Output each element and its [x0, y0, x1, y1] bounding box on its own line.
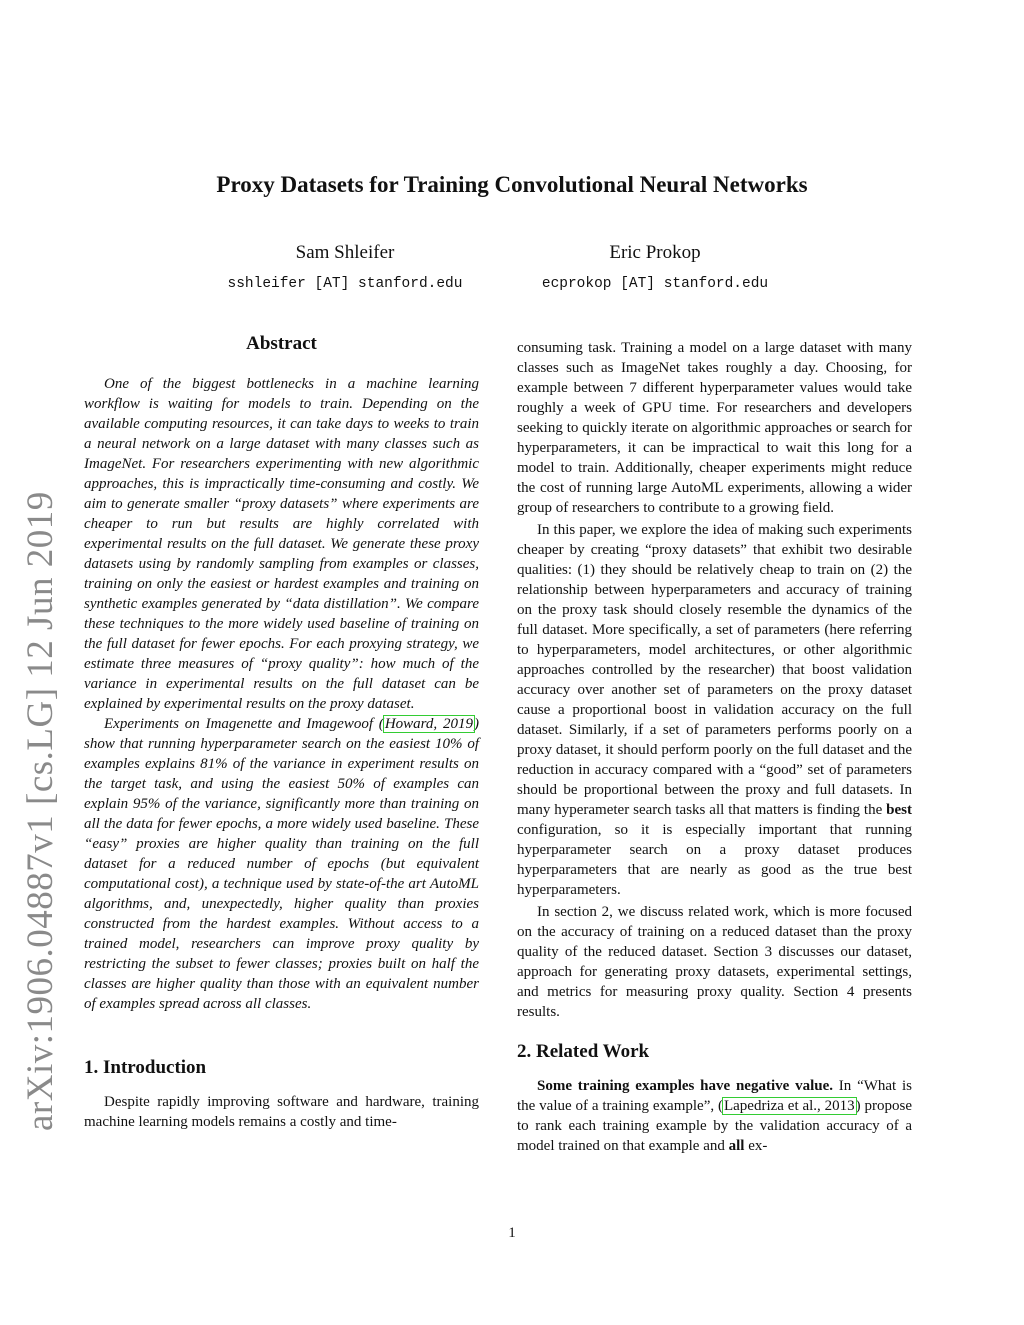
abstract	[84, 334, 479, 1014]
author-name: Sam Shleifer	[295, 242, 395, 263]
right-column	[517, 338, 912, 1156]
section-heading-introduction: 1. Introduction	[84, 1057, 207, 1078]
abstract-paragraph: Experiments on Imagenette and Imagewoof (Howard, 2019) show that running hyperparameter search on the easiest 10% of examples explains 81% of the variance in experiment results on the target task, and using the easiest 50% of examples can explain 95% of the variance, significantly more than training on all the data for fewer epochs, a more widely used baseline. These “easy” proxies are higher quality than training on the full dataset for a reduced number of epochs (but equivalent computational cost), a technique used by state-of-the art AutoML algorithms, and, unexpectedly, higher quality than proxies constructed from the hardest examples. Without access to a trained model, researchers can improve proxy quality by restricting the subset to fewer classes; proxies built on half the classes are higher quality than those with an equivalent number of examples spread across all classes.	[84, 716, 479, 1012]
paper-title: Proxy Datasets for Training Convolutional Neural Networks	[216, 172, 808, 197]
intro-paragraph: In this paper, we explore the idea of making such experiments cheaper by creating “proxy datasets” that exhibit two desirable qualities: (1) they should be relatively cheap to train on (2) the relationship between hyperparameters and accuracy of training on the proxy task should closely resemble the dynamics of the full dataset. More specifically, a set of parameters (here referring to hyperparameters, model architectures, or other algorithmic approaches controlled by the researcher) that boost validation accuracy over another set of parameters on the proxy dataset cause a proportional boost in validation accuracy on the full dataset. Similarly, if a set of parameters performs poorly on a proxy dataset, it should perform poorly on the full dataset and the reduction in accuracy compared with a “good” set of parameters should be proportional between the proxy and full datasets. In many hyperameter search tasks all that matters is finding the best configuration, so it is especially important that running hyperparameter search on a proxy dataset produces hyperparameters that are nearly as good as the true best hyperparameters.	[517, 522, 913, 898]
abstract-heading: Abstract	[246, 333, 317, 354]
citation-link[interactable]: Lapedriza et al., 2013	[723, 1098, 855, 1114]
author-block	[195, 240, 495, 292]
citation-link[interactable]: Howard, 2019	[384, 716, 473, 732]
intro-paragraph-continued: consuming task. Training a model on a large dataset with many classes such as ImageNet takes roughly a day. Choosing, for example between 7 different hyperparameter values would take roughly a week of GPU time. For researchers and developers seeking to quickly iterate on algorithmic approaches or search for hyperparameters, it can be impractical to wait this long for a model to train. Additionally, cheaper experiments might reduce the cost of running large AutoML experiments, allowing a wider group of researchers to contribute to a growing field.	[517, 340, 912, 516]
author-email: ecprokop [AT] stanford.edu	[541, 276, 769, 292]
page-number: 1	[508, 1225, 516, 1241]
author-block	[505, 240, 805, 292]
author-name: Eric Prokop	[609, 242, 701, 263]
related-work-paragraph: Some training examples have negative value. In “What is the value of a training example”, (Lapedriza et al., 2013) propose to rank each training example by the validation accuracy of a model trained on that example and all ex-	[517, 1078, 913, 1154]
arxiv-identifier: arXiv:1906.04887v1 [cs.LG] 12 Jun 2019	[20, 491, 61, 1131]
intro-paragraph: In section 2, we discuss related work, which is more focused on the accuracy of training on a reduced dataset than the proxy quality of the reduced dataset. Section 3 discusses our dataset, approach for generating proxy datasets, experimental settings, and metrics for measuring proxy quality. Section 4 presents results.	[517, 904, 912, 1020]
author-email: sshleifer [AT] stanford.edu	[227, 276, 463, 292]
intro-paragraph: Despite rapidly improving software and hardware, training machine learning models remains a costly and time-	[84, 1094, 479, 1130]
left-column	[84, 334, 479, 1132]
section-heading-related-work: 2. Related Work	[517, 1041, 650, 1062]
abstract-paragraph: One of the biggest bottlenecks in a machine learning workflow is waiting for models to train. Depending on the available computing resources, it can take days to weeks to train a neural network on a large dataset with many classes such as ImageNet. For researchers experimenting with new algorithmic approaches, this is impractically time-consuming and costly. We aim to generate smaller “proxy datasets” where experiments are cheaper to run but results are highly correlated with experimental results on the full dataset. We generate these proxy datasets using by randomly sampling from examples or classes, training on only the easiest or hardest examples and training on synthetic examples generated by “data distillation”. We compare these techniques to the more widely used baseline of training on the full dataset for fewer epochs. For each proxying strategy, we estimate three measures of “proxy quality”: how much of the variance in experimental results on the full dataset can be explained by experimental results on the proxy dataset.	[84, 376, 479, 712]
